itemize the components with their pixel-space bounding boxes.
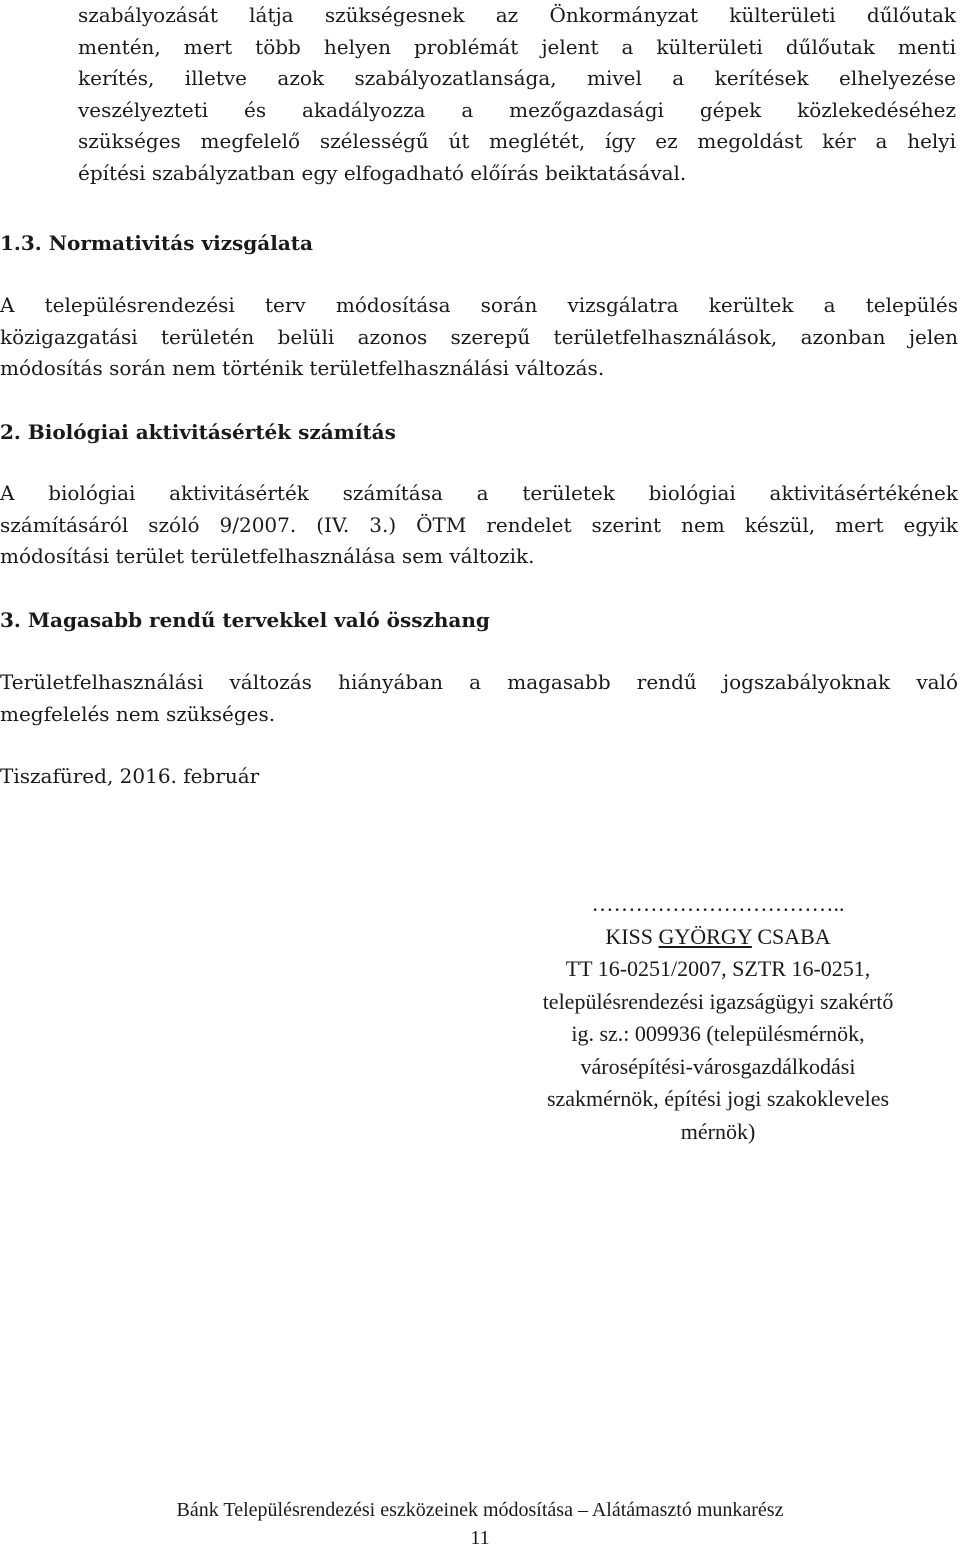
text-line: közigazgatási területén belüli azonos szerepű területfelhasználások, azonban jelen	[0, 324, 958, 349]
signer-name	[480, 921, 956, 954]
footer-title: Bánk Településrendezési eszközeinek módosítása – Alátámasztó munkarész	[176, 1499, 784, 1521]
place-date: Tiszafüred, 2016. február	[0, 764, 260, 788]
section-heading-1-3: 1.3. Normativitás vizsgálata	[0, 231, 314, 255]
signer-name-last: CSABA	[751, 923, 831, 949]
signer-qualification-1: városépítési-városgazdálkodási	[580, 1053, 856, 1079]
section-heading-2: 2. Biológiai aktivitásérték számítás	[0, 420, 396, 444]
signer-registration: TT 16-0251/2007, SZTR 16-0251,	[565, 956, 871, 981]
text-line: számításáról szóló 9/2007. (IV. 3.) ÖTM rendelet szerint nem készül, mert egyik	[0, 512, 958, 537]
text-line: A biológiai aktivitásérték számítása a területek biológiai aktivitásértékének	[0, 481, 958, 505]
text-line: veszélyezteti és akadályozza a mezőgazdasági gépek közlekedéséhez	[78, 97, 956, 122]
text-line: Területfelhasználási változás hiányában a magasabb rendű jogszabályoknak való	[0, 670, 958, 694]
signer-name-middle: GYÖRGY	[658, 923, 752, 949]
text-line: megfelelés nem szükséges.	[0, 701, 276, 726]
signature-block	[480, 888, 956, 1148]
text-line: szükséges megfelelő szélességű út meglétét, így ez megoldást kér a helyi	[78, 129, 956, 154]
text-line: módosítás során nem történik területfelhasználási változás.	[0, 356, 605, 381]
signer-qualification-2: szakmérnök, építési jogi szakokleveles	[546, 1086, 890, 1111]
paragraph-normativity	[0, 290, 958, 385]
text-line: kerítés, illetve azok szabályozatlansága, mivel a kerítések elhelyezése	[78, 66, 956, 91]
text-line: szabályozását látja szükségesnek az Önkormányzat külterületi dűlőutak	[78, 3, 956, 27]
paragraph-intro	[78, 0, 956, 190]
text-line: építési szabályzatban egy elfogadható előírás beiktatásával.	[78, 160, 687, 185]
page-footer	[0, 1496, 960, 1552]
signer-id: ig. sz.: 009936 (településmérnök,	[571, 1021, 865, 1046]
text-line: mentén, mert több helyen problémát jelent a külterületi dűlőutak menti	[78, 34, 956, 59]
section-heading-3: 3. Magasabb rendű tervekkel való összhang	[0, 608, 490, 632]
signature-dots: ……………………………..	[591, 891, 845, 916]
page-number: 11	[470, 1527, 490, 1549]
text-line: A településrendezési terv módosítása során vizsgálatra kerültek a település	[0, 293, 958, 317]
text-line: módosítási terület területfelhasználása sem változik.	[0, 544, 535, 569]
signer-title: településrendezési igazságügyi szakértő	[542, 988, 894, 1014]
signer-qualification-3: mérnök)	[680, 1118, 756, 1144]
paragraph-harmony	[0, 667, 958, 730]
paragraph-bio-activity	[0, 478, 958, 573]
signer-name-first: KISS	[605, 923, 659, 949]
